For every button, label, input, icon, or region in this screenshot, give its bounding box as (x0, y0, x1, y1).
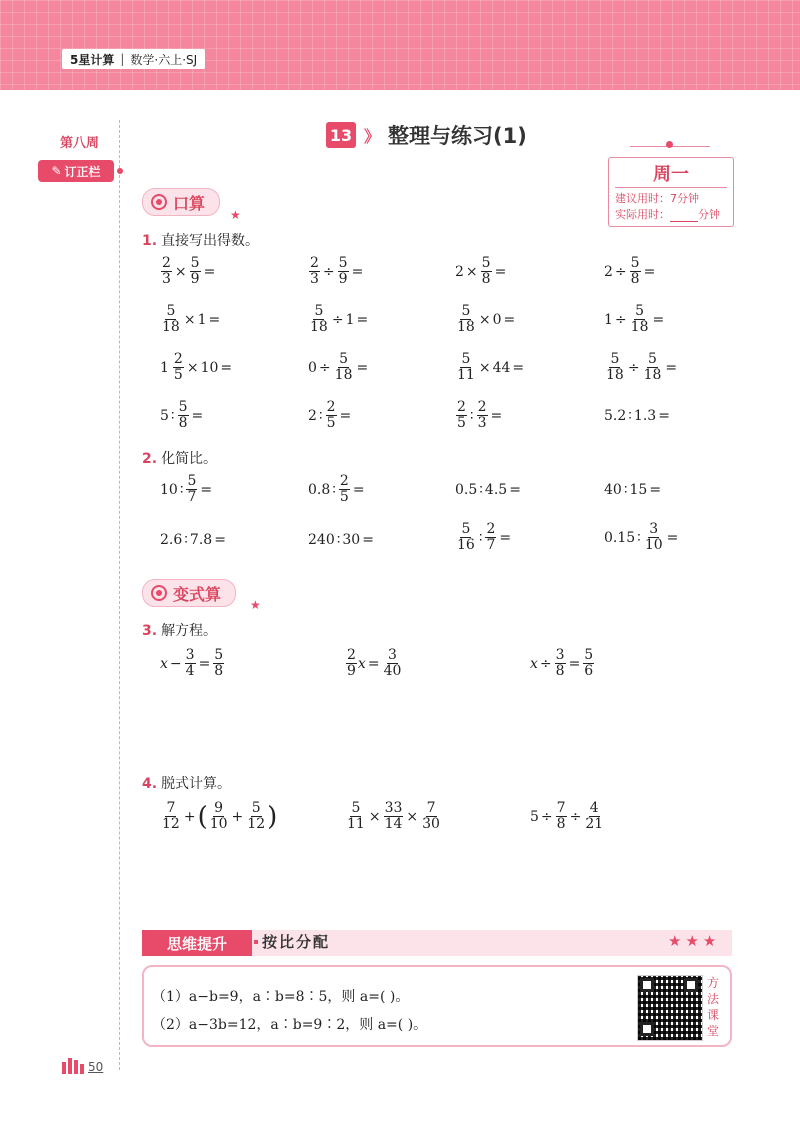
q1-item: $\frac{5}{18}$ ÷ $\frac{5}{18}$ = (606, 351, 678, 383)
target-icon (151, 585, 167, 601)
question-2 (142, 448, 217, 468)
correction-dot (117, 168, 123, 174)
question-3-text: 解方程。 (161, 623, 218, 639)
correction-tag-label: 订正栏 (64, 164, 101, 179)
question-4-number: 4. (142, 776, 158, 792)
q3-item: 2 9 x = $\frac{3}{40}$ (347, 647, 402, 679)
qr-finder (640, 978, 654, 992)
correction-tag (38, 160, 114, 182)
actual-time (615, 206, 720, 222)
q4-item: 5 ÷ $\frac{7}{8}$ ÷ $\frac{4}{21}$ (530, 800, 604, 832)
question-1-text: 直接写出得数。 (161, 233, 260, 249)
q1-item: $\frac{5}{18}$ × 1 = (162, 303, 221, 335)
timer-icon (151, 194, 167, 210)
q2-item: 0.8 ∶ $\frac{2}{5}$ = (308, 473, 365, 505)
day-card (608, 157, 734, 227)
day-title: 周一 (653, 164, 689, 185)
q2-item: 5 16 ∶ $\frac{2}{7}$ = (457, 521, 512, 553)
page-number: 50 (88, 1060, 104, 1074)
q1-item: $\frac{2}{3}$ × $\frac{5}{9}$ = (162, 255, 216, 287)
think-question-2: （2）a−3b=12，a∶b=9∶2，则 a=( )。 (152, 1017, 428, 1033)
q1-item: 2 ÷ $\frac{5}{8}$ = (604, 255, 656, 287)
question-1-number: 1. (142, 233, 158, 249)
section-variant-calc (142, 579, 236, 607)
q1-item: $\frac{5}{18}$ ÷ 1 = (310, 303, 369, 335)
q1-item: 2 ∶ $\frac{2}{5}$ = (308, 399, 352, 431)
q2-item: 240 ∶ 30 = (308, 532, 374, 548)
question-2-text: 化简比。 (161, 451, 218, 467)
q1-item: $\frac{2}{3}$ ÷ $\frac{5}{9}$ = (310, 255, 364, 287)
pin-icon (666, 141, 673, 148)
q1-item: $\frac{5}{11}$ × 44 = (457, 351, 525, 383)
q3-item: x − $\frac{3}{4}$ = $\frac{5}{8}$ (160, 647, 224, 679)
actual-time-prefix: 实际用时： (615, 208, 670, 221)
think-subtitle: 按比分配 (262, 933, 331, 951)
page-footer (62, 1058, 103, 1074)
q3-item: x ÷ $\frac{3}{8}$ = $\frac{5}{6}$ (530, 647, 594, 679)
subject-label: 数学·六上·SJ (130, 52, 198, 67)
qr-finder (640, 1022, 654, 1036)
q2-item: 0.5 ∶ 4.5 = (455, 482, 521, 498)
question-3 (142, 620, 217, 640)
question-3-number: 3. (142, 623, 158, 639)
q1-item: $\frac{5}{18}$ × 0 = (457, 303, 516, 335)
chevron-right-icon: 》 (364, 126, 381, 146)
q1-item: 1 $\frac{2}{5}$ × 10 = (160, 351, 233, 383)
star-icon: ★ (250, 598, 261, 612)
question-1 (142, 230, 259, 250)
section-oral-calc (142, 188, 220, 216)
q4-item: 7 12 + ( 9 10 + $\frac{5}{12}$ ) (162, 800, 278, 832)
pencil-icon: ✎ (51, 164, 62, 178)
suggested-time: 建议用时：7分钟 (615, 192, 699, 205)
question-2-number: 2. (142, 451, 158, 467)
q1-item: 5 ∶ $\frac{5}{8}$ = (160, 399, 204, 431)
lesson-title: 整理与练习(1) (388, 124, 527, 148)
q1-item: 0 ÷ $\frac{5}{18}$ = (308, 351, 369, 383)
think-question-1: （1）a−b=9，a∶b=8∶5，则 a=( )。 (152, 989, 410, 1005)
header-band (0, 0, 800, 90)
page-title (326, 120, 527, 150)
actual-time-suffix: 分钟 (698, 208, 720, 221)
lesson-number: 13 (326, 122, 356, 148)
qr-finder (684, 978, 698, 992)
question-4 (142, 773, 231, 793)
think-label: 思维提升 (142, 930, 252, 956)
q2-item: 10 ∶ $\frac{5}{7}$ = (160, 473, 213, 505)
actual-time-blank[interactable] (670, 211, 698, 222)
q1-item: 2 × $\frac{5}{8}$ = (455, 255, 507, 287)
q2-item: 40 ∶ 15 = (604, 482, 662, 498)
brand-name: 5星计算 (70, 52, 115, 67)
q1-item: 2 5 ∶ $\frac{2}{3}$ = (457, 399, 503, 431)
question-4-text: 脱式计算。 (161, 776, 232, 792)
qr-code-icon[interactable] (637, 975, 703, 1041)
q2-item: 0.15 ∶ $\frac{3}{10}$ = (604, 521, 679, 553)
q2-item: 2.6 ∶ 7.8 = (160, 532, 226, 548)
books-icon (62, 1058, 84, 1074)
section-variant-calc-label: 变式算 (173, 584, 222, 604)
q4-item: $\frac{5}{11}$ × $\frac{33}{14}$ × $\frac{7}{30}$ (347, 800, 440, 832)
section-oral-calc-label: 口算 (173, 193, 206, 213)
q1-item: 1 ÷ $\frac{5}{18}$ = (604, 303, 665, 335)
brand-separator: | (120, 52, 125, 66)
week-label: 第八周 (60, 136, 100, 151)
brand-tag (62, 49, 205, 69)
method-classroom-label: 方法课堂 (706, 976, 719, 1038)
q1-item: 5.2 ∶ 1.3 = (604, 408, 670, 424)
sidebar-divider (119, 120, 120, 1070)
difficulty-stars: ★★★ (668, 932, 721, 950)
day-card-divider (615, 187, 727, 188)
star-icon: ★ (230, 208, 241, 222)
